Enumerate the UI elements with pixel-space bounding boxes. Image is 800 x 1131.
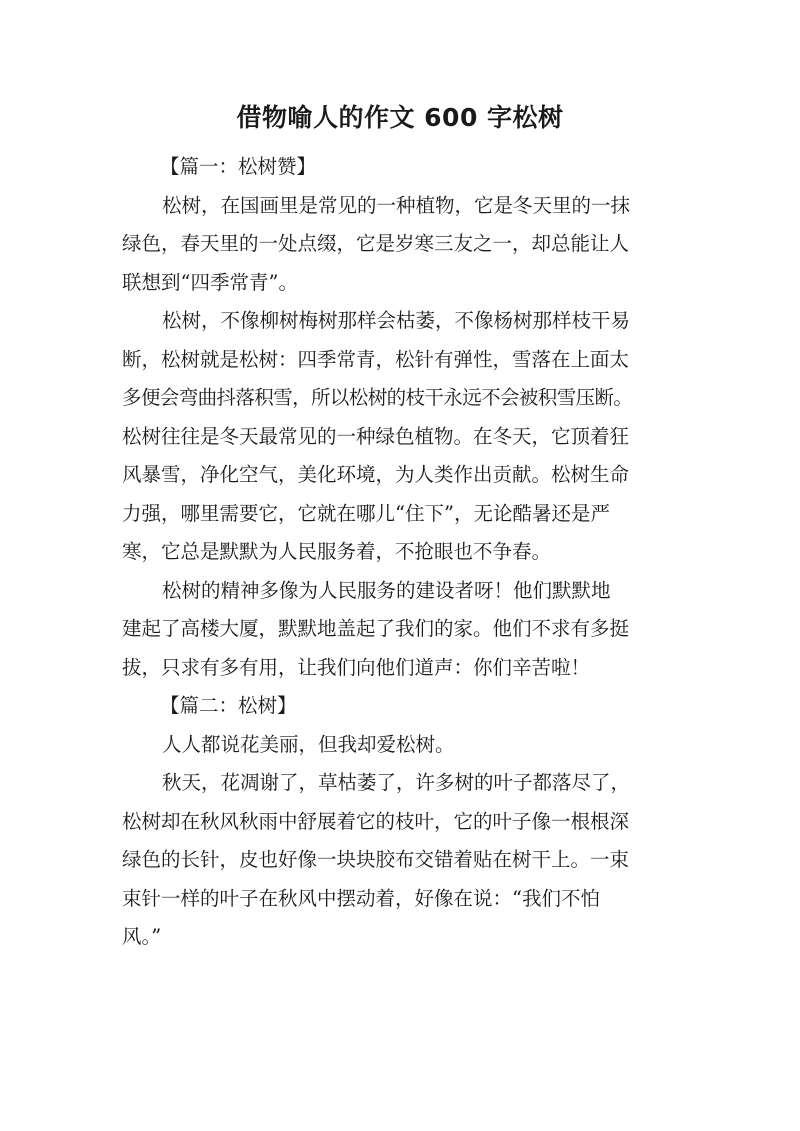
text-line: 断，松树就是松树：四季常青，松针有弹性，雪落在上面太 (122, 347, 630, 371)
section-heading: 【篇一：松树赞】 (160, 155, 317, 178)
text-line: 松树却在秋风秋雨中舒展着它的枝叶，它的叶子像一根根深 (122, 809, 630, 833)
text-line: 松树往往是冬天最常见的一种绿色植物。在冬天，它顶着狂 (122, 424, 630, 448)
text-line: 建起了高楼大厦，默默地盖起了我们的家。他们不求有多挺 (122, 617, 630, 640)
paragraph (122, 726, 682, 765)
text-line: 拔，只求有多有用，让我们向他们道声：你们辛苦啦！ (122, 655, 591, 679)
paragraph (122, 572, 682, 688)
paragraph (122, 302, 682, 572)
text-line: 松树，不像柳树梅树那样会枯萎，不像杨树那样枝干易 (162, 309, 631, 332)
document-body (122, 148, 682, 957)
text-line: 风暴雪，净化空气，美化环境，为人类作出贡献。松树生命 (122, 463, 630, 486)
text-line: 力强，哪里需要它，它就在哪儿“住下”，无论酷暑还是严 (122, 501, 610, 525)
text-line: 联想到“四季常青”。 (122, 270, 298, 294)
text-line: 风。” (122, 925, 162, 948)
text-line: 人人都说花美丽，但我却爱松树。 (162, 732, 455, 756)
text-line: 秋天，花凋谢了，草枯萎了，许多树的叶子都落尽了， (162, 771, 631, 794)
section-heading: 【篇二：松树】 (160, 694, 297, 717)
paragraph (122, 187, 682, 303)
text-line: 绿色的长针，皮也好像一块块胶布交错着贴在树干上。一束 (122, 848, 630, 871)
text-line: 束针一样的叶子在秋风中摆动着，好像在说：“我们不怕 (122, 886, 600, 910)
text-line: 寒，它总是默默为人民服务着，不抢眼也不争春。 (122, 540, 552, 563)
text-line: 松树，在国画里是常见的一种植物，它是冬天里的一抹 (162, 193, 631, 217)
paragraph (122, 764, 682, 957)
text-line: 绿色，春天里的一处点缀，它是岁寒三友之一，却总能让人 (122, 232, 630, 255)
text-line: 松树的精神多像为人民服务的建设者呀！他们默默地 (162, 578, 611, 602)
document-title: 借物喻人的作文 600 字松树 (236, 103, 564, 132)
text-line: 多便会弯曲抖落积雪，所以松树的枝干永远不会被积雪压断。 (122, 386, 633, 409)
